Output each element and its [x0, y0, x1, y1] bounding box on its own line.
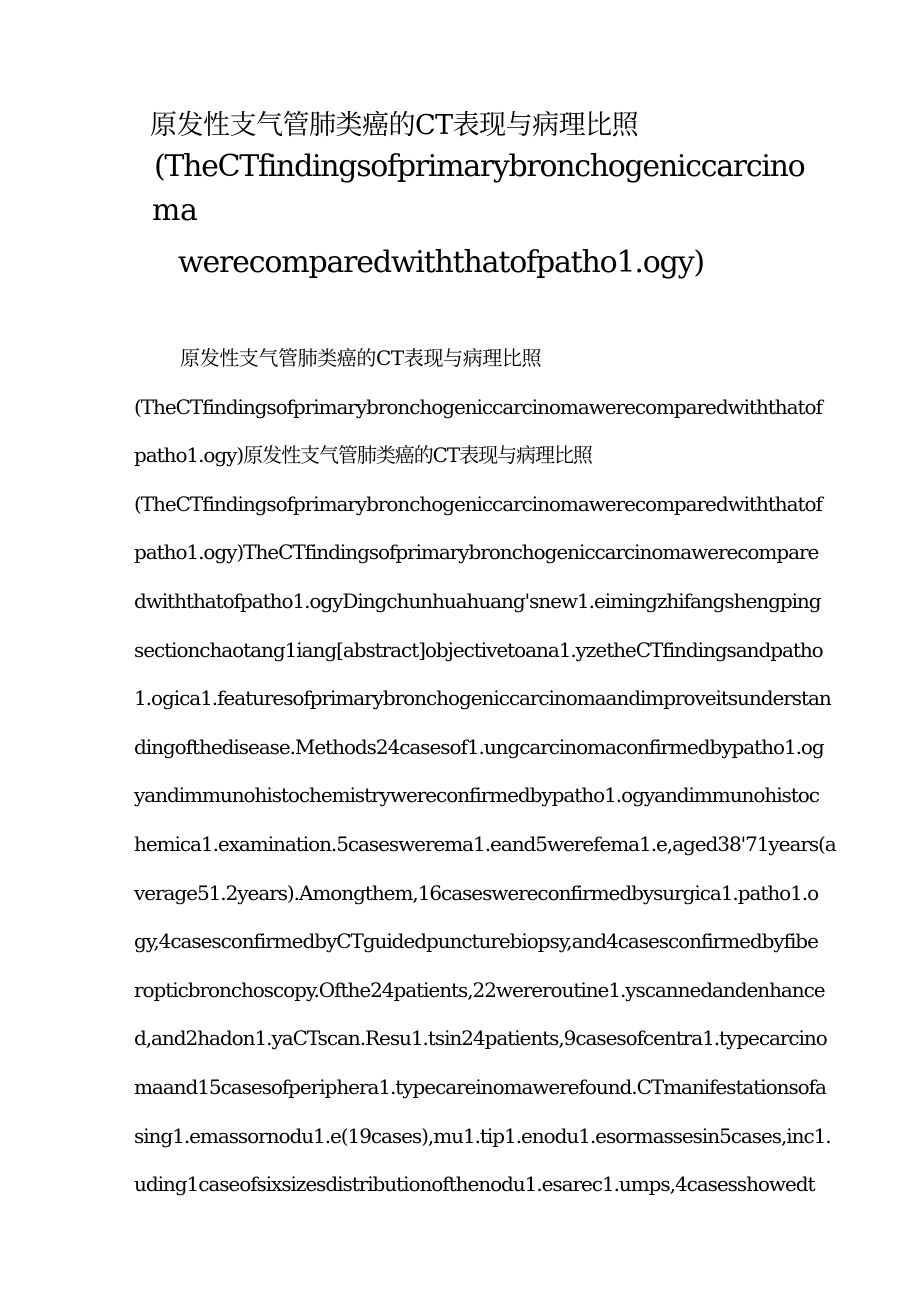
body-line: d,and2hadon1.yaCTscan.Resu1.tsin24patients,9casesofcentra1.typecarcino — [134, 1026, 827, 1051]
body-line: sing1.emassornodu1.e(19cases),mu1.tip1.enodu1.esormassesin5cases,inc1. — [134, 1123, 831, 1148]
body-line: uding1caseofsixsizesdistributionofthenodu1.esarec1.umps,4casesshowedt — [134, 1172, 815, 1197]
body-line: yandimmunohistochemistrywereconfirmedbypatho1.ogyandimmunohistoc — [134, 783, 819, 808]
body-line: dwiththatofpatho1.ogyDingchunhuahuang'snew1.eimingzhifangshengping — [134, 588, 821, 613]
body-line: patho1.ogy)TheCTfindingsofprimarybronchogeniccarcinomawerecompare — [134, 540, 819, 565]
body-line: verage51.2years).Amongthem,16caseswereconfirmedbysurgica1.patho1.o — [134, 880, 819, 905]
body-line: hemica1.examination.5caseswerema1.eand5werefema1.e,aged38'71years(a — [134, 831, 836, 856]
body-line: 1.ogica1.featuresofprimarybronchogeniccarcinomaandimproveitsunderstan — [134, 686, 831, 711]
title-line-english-3: werecomparedwiththatofpatho1.ogy) — [178, 245, 704, 280]
body-line: (TheCTfindingsofprimarybronchogeniccarcinomawerecomparedwiththatof — [134, 394, 822, 419]
body-line: (TheCTfindingsofprimarybronchogeniccarcinomawerecomparedwiththatof — [134, 491, 822, 516]
body-line: 原发性支气管肺类癌的CT表现与病理比照 — [180, 346, 542, 370]
body-line: ropticbronchoscopy.Ofthe24patients,22wereroutine1.yscannedandenhance — [134, 977, 825, 1002]
body-line: dingofthedisease.Methods24casesof1.ungcarcinomaconfirmedbypatho1.og — [134, 734, 824, 759]
body-line: sectionchaotang1iang[abstract]objectivetoana1.yzetheCTfindingsandpatho — [134, 637, 823, 662]
title-line-english-2: ma — [152, 193, 198, 228]
document-body — [134, 334, 836, 1209]
body-line: patho1.ogy)原发性支气管肺类癌的CT表现与病理比照 — [134, 443, 592, 468]
document-title — [150, 112, 810, 278]
title-line-english-1: (TheCTfindingsofprimarybronchogeniccarcino — [154, 149, 805, 184]
title-line-chinese: 原发性支气管肺类癌的CT表现与病理比照 — [150, 110, 639, 141]
body-line: gy,4casesconfirmedbyCTguidedpuncturebiopsy,and4casesconfirmedbyfibe — [134, 929, 818, 954]
body-line: maand15casesofperiphera1.typecareinomawerefound.CTmanifestationsofa — [134, 1074, 826, 1099]
